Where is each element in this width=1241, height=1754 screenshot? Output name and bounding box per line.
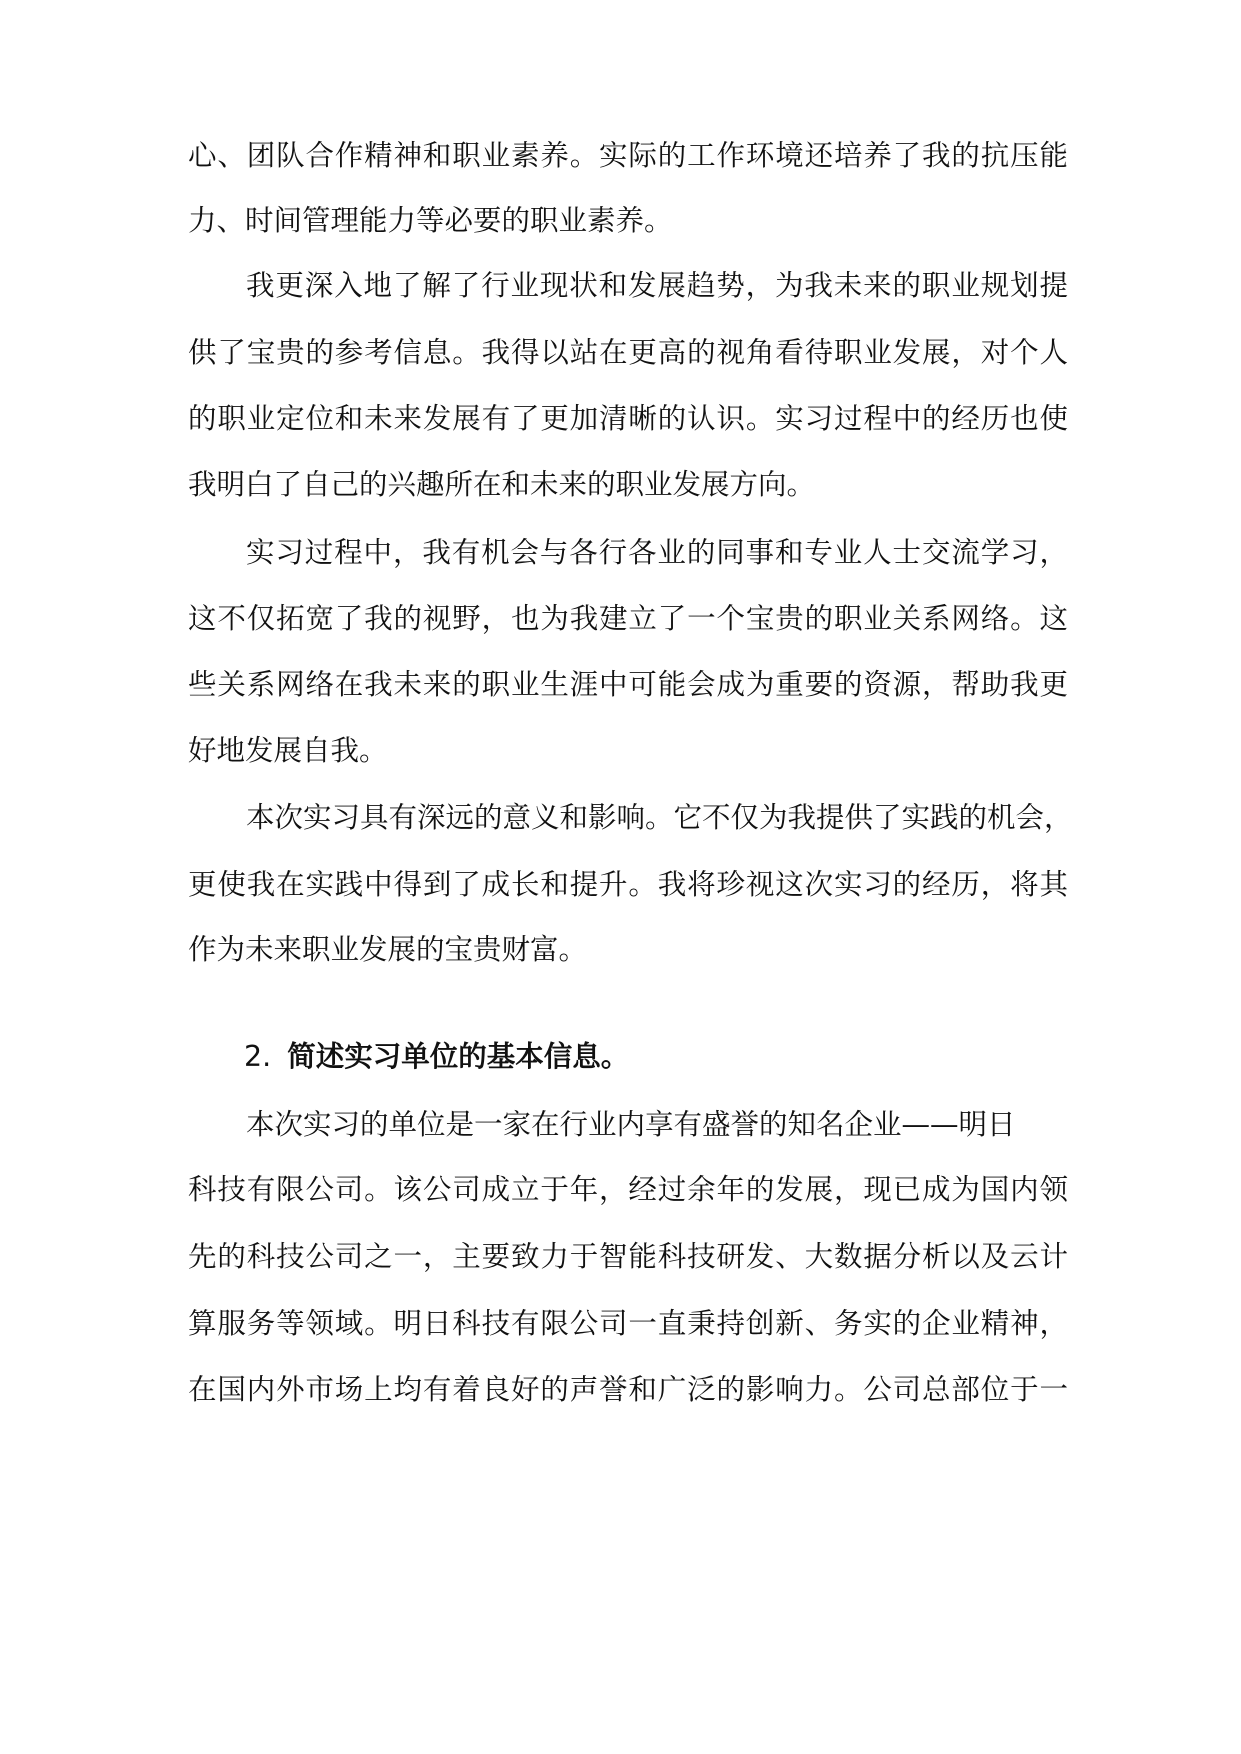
section-title: 简述实习单位的基本信息。 (287, 1039, 630, 1073)
paragraph-2-line-4: 我明白了自己的兴趣所在和未来的职业发展方向。 (188, 468, 816, 501)
section-heading (244, 1038, 629, 1074)
paragraph-2-line-1: 我更深入地了解了行业现状和发展趋势，为我未来的职业规划提 (246, 269, 1068, 302)
section-paragraph-line-2: 科技有限公司。该公司成立于年，经过余年的发展，现已成为国内领 (188, 1173, 1068, 1206)
paragraph-4-line-1: 本次实习具有深远的意义和影响。它不仅为我提供了实践的机会， (246, 801, 1073, 834)
paragraph-3-line-4: 好地发展自我。 (188, 734, 388, 767)
section-paragraph-line-4: 算服务等领域。明日科技有限公司一直秉持创新、务实的企业精神， (188, 1307, 1068, 1340)
paragraph-3-line-1: 实习过程中，我有机会与各行各业的同事和专业人士交流学习， (246, 536, 1068, 569)
paragraph-1-line-2: 力、时间管理能力等必要的职业素养。 (188, 204, 673, 237)
paragraph-2-line-3: 的职业定位和未来发展有了更加清晰的认识。实习过程中的经历也使 (188, 402, 1068, 435)
section-paragraph-line-3: 先的科技公司之一，主要致力于智能科技研发、大数据分析以及云计 (188, 1240, 1068, 1273)
paragraph-1-line-1: 心、团队合作精神和职业素养。实际的工作环境还培养了我的抗压能 (188, 139, 1068, 172)
paragraph-3-line-2: 这不仅拓宽了我的视野，也为我建立了一个宝贵的职业关系网络。这 (188, 602, 1068, 635)
paragraph-2-line-2: 供了宝贵的参考信息。我得以站在更高的视角看待职业发展，对个人 (188, 336, 1068, 369)
section-paragraph-line-5: 在国内外市场上均有着良好的声誉和广泛的影响力。公司总部位于一 (188, 1373, 1068, 1406)
paragraph-4-line-2: 更使我在实践中得到了成长和提升。我将珍视这次实习的经历，将其 (188, 868, 1068, 901)
paragraph-4-line-3: 作为未来职业发展的宝贵财富。 (188, 933, 588, 966)
section-number: 2. (244, 1040, 272, 1073)
paragraph-3-line-3: 些关系网络在我未来的职业生涯中可能会成为重要的资源，帮助我更 (188, 668, 1068, 701)
section-paragraph-line-1: 本次实习的单位是一家在行业内享有盛誉的知名企业——明日 (246, 1108, 1016, 1141)
